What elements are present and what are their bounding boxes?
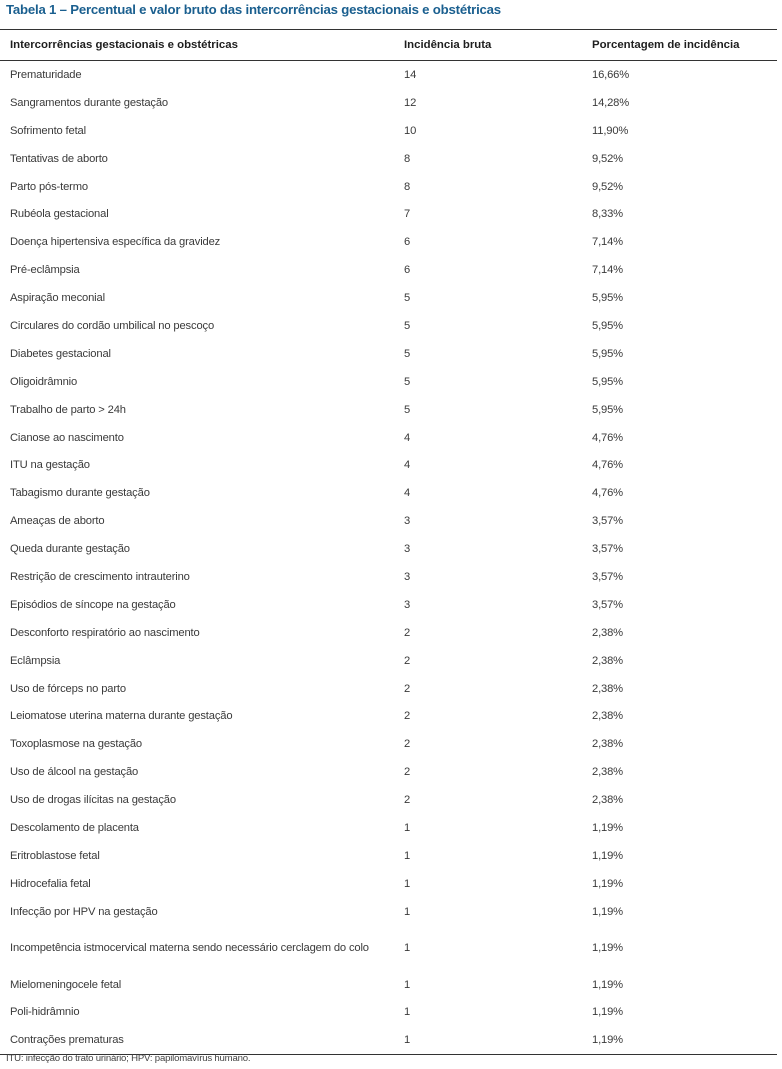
percentage-cell: 5,95% — [592, 375, 623, 388]
table-row — [0, 368, 777, 396]
percentage-cell: 8,33% — [592, 208, 623, 221]
raw-incidence-cell: 14 — [404, 68, 417, 81]
percentage-cell: 1,19% — [592, 978, 623, 991]
percentage-cell: 2,38% — [592, 738, 623, 751]
table-row — [0, 173, 777, 201]
raw-incidence-cell: 5 — [404, 403, 411, 416]
percentage-cell: 2,38% — [592, 766, 623, 779]
raw-incidence-cell: 12 — [404, 96, 417, 109]
percentage-cell: 4,76% — [592, 459, 623, 472]
percentage-cell: 16,66% — [592, 68, 630, 81]
raw-incidence-cell: 1 — [404, 877, 411, 890]
percentage-cell: 3,57% — [592, 515, 623, 528]
table-row — [0, 228, 777, 256]
raw-incidence-cell: 4 — [404, 487, 411, 500]
table-row — [0, 786, 777, 814]
raw-incidence-cell: 8 — [404, 152, 411, 165]
column-header-porcentagem: Porcentagem de incidência — [582, 30, 777, 61]
percentage-cell: 3,57% — [592, 598, 623, 611]
percentage-cell: 4,76% — [592, 487, 623, 500]
percentage-cell: 3,57% — [592, 570, 623, 583]
raw-incidence-cell: 5 — [404, 347, 411, 360]
raw-incidence-cell: 2 — [404, 710, 411, 723]
percentage-cell: 1,19% — [592, 877, 623, 890]
percentage-cell: 1,19% — [592, 1006, 623, 1019]
raw-incidence-cell: 2 — [404, 626, 411, 639]
percentage-cell: 7,14% — [592, 264, 623, 277]
condition-cell: Trabalho de parto > 24h — [10, 403, 126, 416]
raw-incidence-cell: 1 — [404, 849, 411, 862]
percentage-cell: 4,76% — [592, 431, 623, 444]
percentage-cell: 1,19% — [592, 905, 623, 918]
table-row — [0, 730, 777, 758]
condition-cell: ITU na gestação — [10, 459, 90, 472]
table-row — [0, 535, 777, 563]
condition-cell: Uso de álcool na gestação — [10, 766, 139, 779]
condition-cell: Mielomeningocele fetal — [10, 978, 122, 991]
table-row — [0, 619, 777, 647]
raw-incidence-cell: 8 — [404, 180, 411, 193]
condition-cell: Descolamento de placenta — [10, 821, 139, 834]
table-row — [0, 256, 777, 284]
percentage-cell: 1,19% — [582, 1026, 777, 1054]
condition-cell: Rubéola gestacional — [10, 208, 109, 221]
condition-cell: Tabagismo durante gestação — [10, 487, 150, 500]
condition-cell: Uso de drogas ilícitas na gestação — [10, 794, 176, 807]
raw-incidence-cell: 3 — [404, 570, 411, 583]
percentage-cell: 5,95% — [592, 403, 623, 416]
table-row — [0, 999, 777, 1027]
condition-cell: Queda durante gestação — [10, 543, 130, 556]
table-row — [0, 396, 777, 424]
raw-incidence-cell: 2 — [404, 794, 411, 807]
table-row — [0, 702, 777, 730]
raw-incidence-cell: 2 — [404, 654, 411, 667]
percentage-cell: 2,38% — [592, 682, 623, 695]
raw-incidence-cell: 1 — [404, 978, 411, 991]
percentage-cell: 9,52% — [592, 180, 623, 193]
percentage-cell: 1,19% — [592, 821, 623, 834]
condition-cell: Pré-eclâmpsia — [10, 264, 80, 277]
raw-incidence-cell: 1 — [404, 942, 411, 955]
raw-incidence-cell: 2 — [404, 738, 411, 751]
raw-incidence-cell: 1 — [404, 905, 411, 918]
condition-cell: Diabetes gestacional — [10, 347, 111, 360]
condition-cell: Cianose ao nascimento — [10, 431, 124, 444]
percentage-cell: 3,57% — [592, 543, 623, 556]
condition-cell: Eclâmpsia — [10, 654, 61, 667]
condition-cell: Ameaças de aborto — [10, 515, 105, 528]
percentage-cell: 2,38% — [592, 710, 623, 723]
condition-cell: Infecção por HPV na gestação — [10, 905, 158, 918]
condition-cell: Eritroblastose fetal — [10, 849, 100, 862]
table-row — [0, 117, 777, 145]
condition-cell: Poli-hidrâmnio — [10, 1006, 80, 1019]
table-row — [0, 870, 777, 898]
percentage-cell: 2,38% — [592, 626, 623, 639]
raw-incidence-cell: 3 — [404, 543, 411, 556]
table-row — [0, 926, 777, 971]
condition-cell: Episódios de síncope na gestação — [10, 598, 176, 611]
percentage-cell: 5,95% — [592, 319, 623, 332]
table-row — [0, 591, 777, 619]
header-row — [0, 30, 777, 61]
data-table — [0, 29, 777, 1055]
percentage-cell: 5,95% — [592, 292, 623, 305]
table-row — [0, 61, 777, 89]
condition-cell: Restrição de crescimento intrauterino — [10, 570, 190, 583]
percentage-cell: 14,28% — [592, 96, 630, 109]
table-footnote: ITU: infecção do trato urinário; HPV: papilomavírus humano. — [6, 1053, 251, 1064]
raw-incidence-cell: 3 — [404, 598, 411, 611]
table-row — [0, 424, 777, 452]
raw-incidence-cell: 2 — [404, 682, 411, 695]
table-title: Tabela 1 – Percentual e valor bruto das intercorrências gestacionais e obstétricas — [6, 2, 501, 17]
column-header-incidencia-bruta: Incidência bruta — [394, 30, 582, 61]
percentage-cell: 2,38% — [592, 654, 623, 667]
table-row — [0, 814, 777, 842]
percentage-cell: 1,19% — [592, 849, 623, 862]
condition-cell: Parto pós-termo — [10, 180, 88, 193]
condition-cell: Uso de fórceps no parto — [10, 682, 126, 695]
raw-incidence-cell: 5 — [404, 319, 411, 332]
percentage-cell: 2,38% — [592, 794, 623, 807]
condition-cell: Leiomatose uterina materna durante gestação — [10, 710, 233, 723]
condition-cell: Circulares do cordão umbilical no pescoço — [10, 319, 215, 332]
column-header-intercorrencias: Intercorrências gestacionais e obstétricas — [0, 30, 394, 61]
raw-incidence-cell: 7 — [404, 208, 411, 221]
table-body — [0, 61, 777, 1055]
raw-incidence-cell: 10 — [404, 124, 417, 137]
raw-incidence-cell: 2 — [404, 766, 411, 779]
percentage-cell: 9,52% — [592, 152, 623, 165]
condition-cell: Contrações prematuras — [0, 1026, 394, 1054]
condition-cell: Incompetência istmocervical materna sendo necessário cerclagem do colo — [10, 942, 369, 955]
table-row — [0, 971, 777, 999]
table-row — [0, 758, 777, 786]
raw-incidence-cell: 6 — [404, 236, 411, 249]
percentage-cell: 5,95% — [592, 347, 623, 360]
condition-cell: Sofrimento fetal — [10, 124, 86, 137]
table-row — [0, 842, 777, 870]
raw-incidence-cell: 3 — [404, 515, 411, 528]
condition-cell: Prematuridade — [10, 68, 82, 81]
condition-cell: Aspiração meconial — [10, 292, 105, 305]
table-row — [0, 479, 777, 507]
table-row — [0, 1026, 777, 1054]
table-row — [0, 898, 777, 926]
table-row — [0, 647, 777, 675]
condition-cell: Tentativas de aborto — [10, 152, 108, 165]
condition-cell: Hidrocefalia fetal — [10, 877, 91, 890]
condition-cell: Doença hipertensiva específica da gravidez — [10, 236, 221, 249]
condition-cell: Desconforto respiratório ao nascimento — [10, 626, 200, 639]
table-row — [0, 89, 777, 117]
table-row — [0, 507, 777, 535]
raw-incidence-cell: 4 — [404, 431, 411, 444]
condition-cell: Sangramentos durante gestação — [10, 96, 168, 109]
table-row — [0, 451, 777, 479]
table-row — [0, 563, 777, 591]
raw-incidence-cell: 1 — [394, 1026, 582, 1054]
table-row — [0, 145, 777, 173]
raw-incidence-cell: 1 — [404, 1006, 411, 1019]
percentage-cell: 11,90% — [592, 124, 629, 137]
raw-incidence-cell: 1 — [404, 821, 411, 834]
table-row — [0, 200, 777, 228]
raw-incidence-cell: 6 — [404, 264, 411, 277]
raw-incidence-cell: 5 — [404, 292, 411, 305]
table-row — [0, 284, 777, 312]
percentage-cell: 1,19% — [592, 942, 623, 955]
table-row — [0, 340, 777, 368]
condition-cell: Oligoidrâmnio — [10, 375, 78, 388]
condition-cell: Toxoplasmose na gestação — [10, 738, 142, 751]
percentage-cell: 7,14% — [592, 236, 623, 249]
table-row — [0, 675, 777, 703]
raw-incidence-cell: 5 — [404, 375, 411, 388]
raw-incidence-cell: 4 — [404, 459, 411, 472]
table-row — [0, 312, 777, 340]
